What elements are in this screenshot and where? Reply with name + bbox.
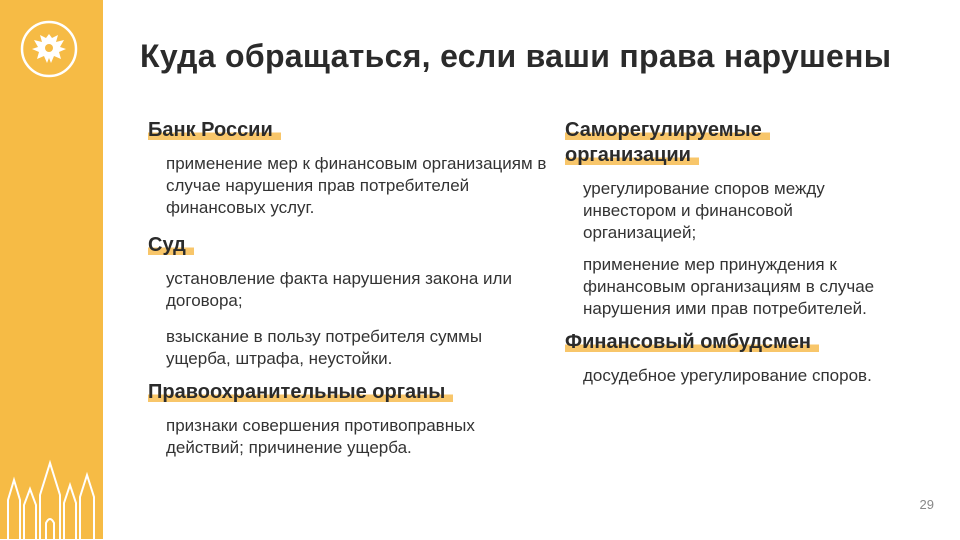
ombudsman-item: досудебное урегулирование споров. xyxy=(583,366,872,385)
court-item: установление факта нарушения закона или договора; xyxy=(166,269,512,310)
left-column xyxy=(148,118,548,459)
court-heading: Суд xyxy=(148,233,548,258)
bank-item: применение мер к финансовым организациям в случае нарушения прав потребителей финансовых услуг. xyxy=(166,154,547,217)
ombudsman-heading: Финансовый омбудсмен xyxy=(565,330,905,355)
eagle-logo-icon xyxy=(20,20,78,78)
sro-item: применение мер принуждения к финансовым организациям в случае нарушения ими прав потребителей. xyxy=(583,255,875,318)
spires-icon xyxy=(0,445,103,540)
page-title: Куда обращаться, если ваши права нарушены xyxy=(140,38,892,74)
sro-heading: Саморегулируемые организации xyxy=(565,118,905,168)
law-enforcement-heading: Правоохранительные органы xyxy=(148,380,548,405)
right-column xyxy=(565,118,905,387)
court-item: взыскание в пользу потребителя суммы ущерба, штрафа, неустойки. xyxy=(166,327,483,368)
page-number: 29 xyxy=(919,497,934,512)
sro-item: урегулирование споров между инвестором и финансовой организацией; xyxy=(583,179,825,242)
law-item: признаки совершения противоправных действий; причинение ущерба. xyxy=(166,416,475,457)
sidebar xyxy=(0,0,103,540)
bank-of-russia-heading: Банк России xyxy=(148,118,548,143)
